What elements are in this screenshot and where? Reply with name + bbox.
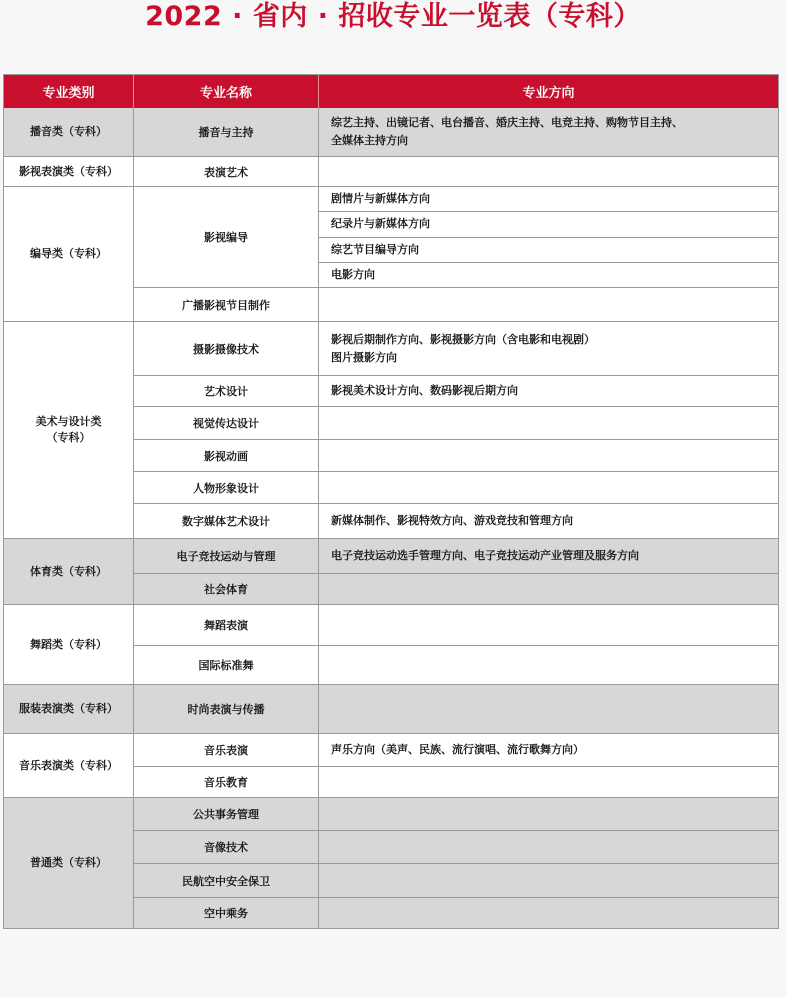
- table-row: [134, 322, 778, 375]
- major-name-cell: 国际标准舞: [134, 646, 319, 684]
- major-name-cell: 民航空中安全保卫: [134, 864, 319, 897]
- direction-cell: [319, 108, 778, 156]
- direction-cell: [319, 864, 778, 897]
- majors-table: [3, 74, 779, 929]
- major-name-cell: 播音与主持: [134, 108, 319, 156]
- category-group: [4, 108, 778, 156]
- table-row: [134, 897, 778, 928]
- direction-cell: [319, 831, 778, 863]
- category-cell: 服装表演类（专科）: [4, 685, 134, 733]
- table-row: [134, 645, 778, 684]
- category-cell: 美术与设计类 （专科）: [4, 322, 134, 538]
- direction-line: 综艺节目编导方向: [319, 237, 778, 262]
- header-direction: 专业方向: [318, 75, 778, 108]
- table-row: [134, 685, 778, 733]
- major-name-cell: 音乐表演: [134, 734, 319, 766]
- table-row: [134, 406, 778, 439]
- category-group: [4, 733, 778, 797]
- header-major: 专业名称: [133, 75, 318, 108]
- direction-cell: [319, 898, 778, 928]
- direction-cell: [319, 685, 778, 733]
- major-name-cell: 音像技术: [134, 831, 319, 863]
- category-group: [4, 156, 778, 186]
- major-name-cell: 电子竞技运动与管理: [134, 539, 319, 573]
- direction-line: 电子竞技运动选手管理方向、电子竞技运动产业管理及服务方向: [331, 549, 639, 562]
- category-cell: 播音类（专科）: [4, 108, 134, 156]
- direction-cell: [319, 539, 778, 573]
- direction-line: 剧情片与新媒体方向: [331, 192, 430, 206]
- table-row: [134, 539, 778, 573]
- table-row: [134, 734, 778, 766]
- table-row: [134, 439, 778, 471]
- major-name-cell: 社会体育: [134, 574, 319, 604]
- direction-cell: [319, 504, 778, 538]
- category-cell: 普通类（专科）: [4, 798, 134, 928]
- table-row: [134, 798, 778, 830]
- major-name-cell: 表演艺术: [134, 157, 319, 186]
- major-name-cell: 公共事务管理: [134, 798, 319, 830]
- major-name-cell: 音乐教育: [134, 767, 319, 797]
- direction-line: 影视美术设计方向、数码影视后期方向: [331, 384, 518, 397]
- table-row: [134, 471, 778, 503]
- table-row: [134, 187, 778, 287]
- direction-cell: [319, 605, 778, 645]
- table-row: [134, 573, 778, 604]
- direction-line: 声乐方向（美声、民族、流行演唱、流行歌舞方向）: [331, 743, 584, 756]
- table-row: [134, 157, 778, 186]
- direction-cell: [319, 798, 778, 830]
- major-name-cell: 广播影视节目制作: [134, 288, 319, 321]
- direction-line: 电影方向: [319, 262, 778, 287]
- major-name-cell: 艺术设计: [134, 376, 319, 406]
- direction-cell: [319, 472, 778, 503]
- direction-cell: [319, 734, 778, 766]
- table-row: [134, 503, 778, 538]
- direction-cell: [319, 646, 778, 684]
- header-category: 专业类别: [42, 86, 95, 101]
- category-group: [4, 538, 778, 604]
- direction-cell: [319, 440, 778, 471]
- direction-line: 综艺主持、出镜记者、电台播音、婚庆主持、电竞主持、购物节目主持、: [331, 116, 683, 129]
- table-row: [134, 108, 778, 156]
- direction-cell: [319, 376, 778, 406]
- table-row: [134, 830, 778, 863]
- major-name-cell: 影视动画: [134, 440, 319, 471]
- table-row: [134, 605, 778, 645]
- direction-line: 全媒体主持方向: [331, 134, 408, 147]
- direction-line: 纪录片与新媒体方向: [319, 211, 778, 236]
- category-group: [4, 684, 778, 733]
- direction-cell: [319, 157, 778, 186]
- major-name-cell: 视觉传达设计: [134, 407, 319, 439]
- table-row: [134, 766, 778, 797]
- direction-cell: [319, 288, 778, 321]
- category-group: [4, 186, 778, 321]
- major-name-cell: 时尚表演与传播: [134, 685, 319, 733]
- category-group: [4, 797, 778, 928]
- category-cell: 音乐表演类（专科）: [4, 734, 134, 797]
- table-body: [4, 108, 778, 928]
- major-name-cell: 人物形象设计: [134, 472, 319, 503]
- category-group: [4, 604, 778, 684]
- direction-cell: [319, 407, 778, 439]
- major-name-cell: 摄影摄像技术: [134, 322, 319, 375]
- category-cell: 编导类（专科）: [4, 187, 134, 321]
- category-cell: 舞蹈类（专科）: [4, 605, 134, 684]
- category-group: [4, 321, 778, 538]
- major-name-cell: 舞蹈表演: [134, 605, 319, 645]
- direction-line: 影视后期制作方向、影视摄影方向（含电影和电视剧）: [331, 332, 595, 346]
- category-cell: 影视表演类（专科）: [4, 157, 134, 186]
- major-name-cell: 影视编导: [134, 187, 319, 287]
- major-name-cell: 数字媒体艺术设计: [134, 504, 319, 538]
- direction-cell: [319, 574, 778, 604]
- table-header: [4, 75, 778, 108]
- direction-cell: [319, 767, 778, 797]
- category-cell: 体育类（专科）: [4, 539, 134, 604]
- page-title: 2022 · 省内 · 招收专业一览表（专科）: [145, 1, 641, 32]
- table-row: [134, 863, 778, 897]
- direction-line: 图片摄影方向: [331, 350, 397, 364]
- table-row: [134, 287, 778, 321]
- table-row: [134, 375, 778, 406]
- direction-line: 新媒体制作、影视特效方向、游戏竞技和管理方向: [331, 514, 573, 527]
- direction-cell: [319, 187, 778, 287]
- direction-cell: [319, 322, 778, 375]
- major-name-cell: 空中乘务: [134, 898, 319, 928]
